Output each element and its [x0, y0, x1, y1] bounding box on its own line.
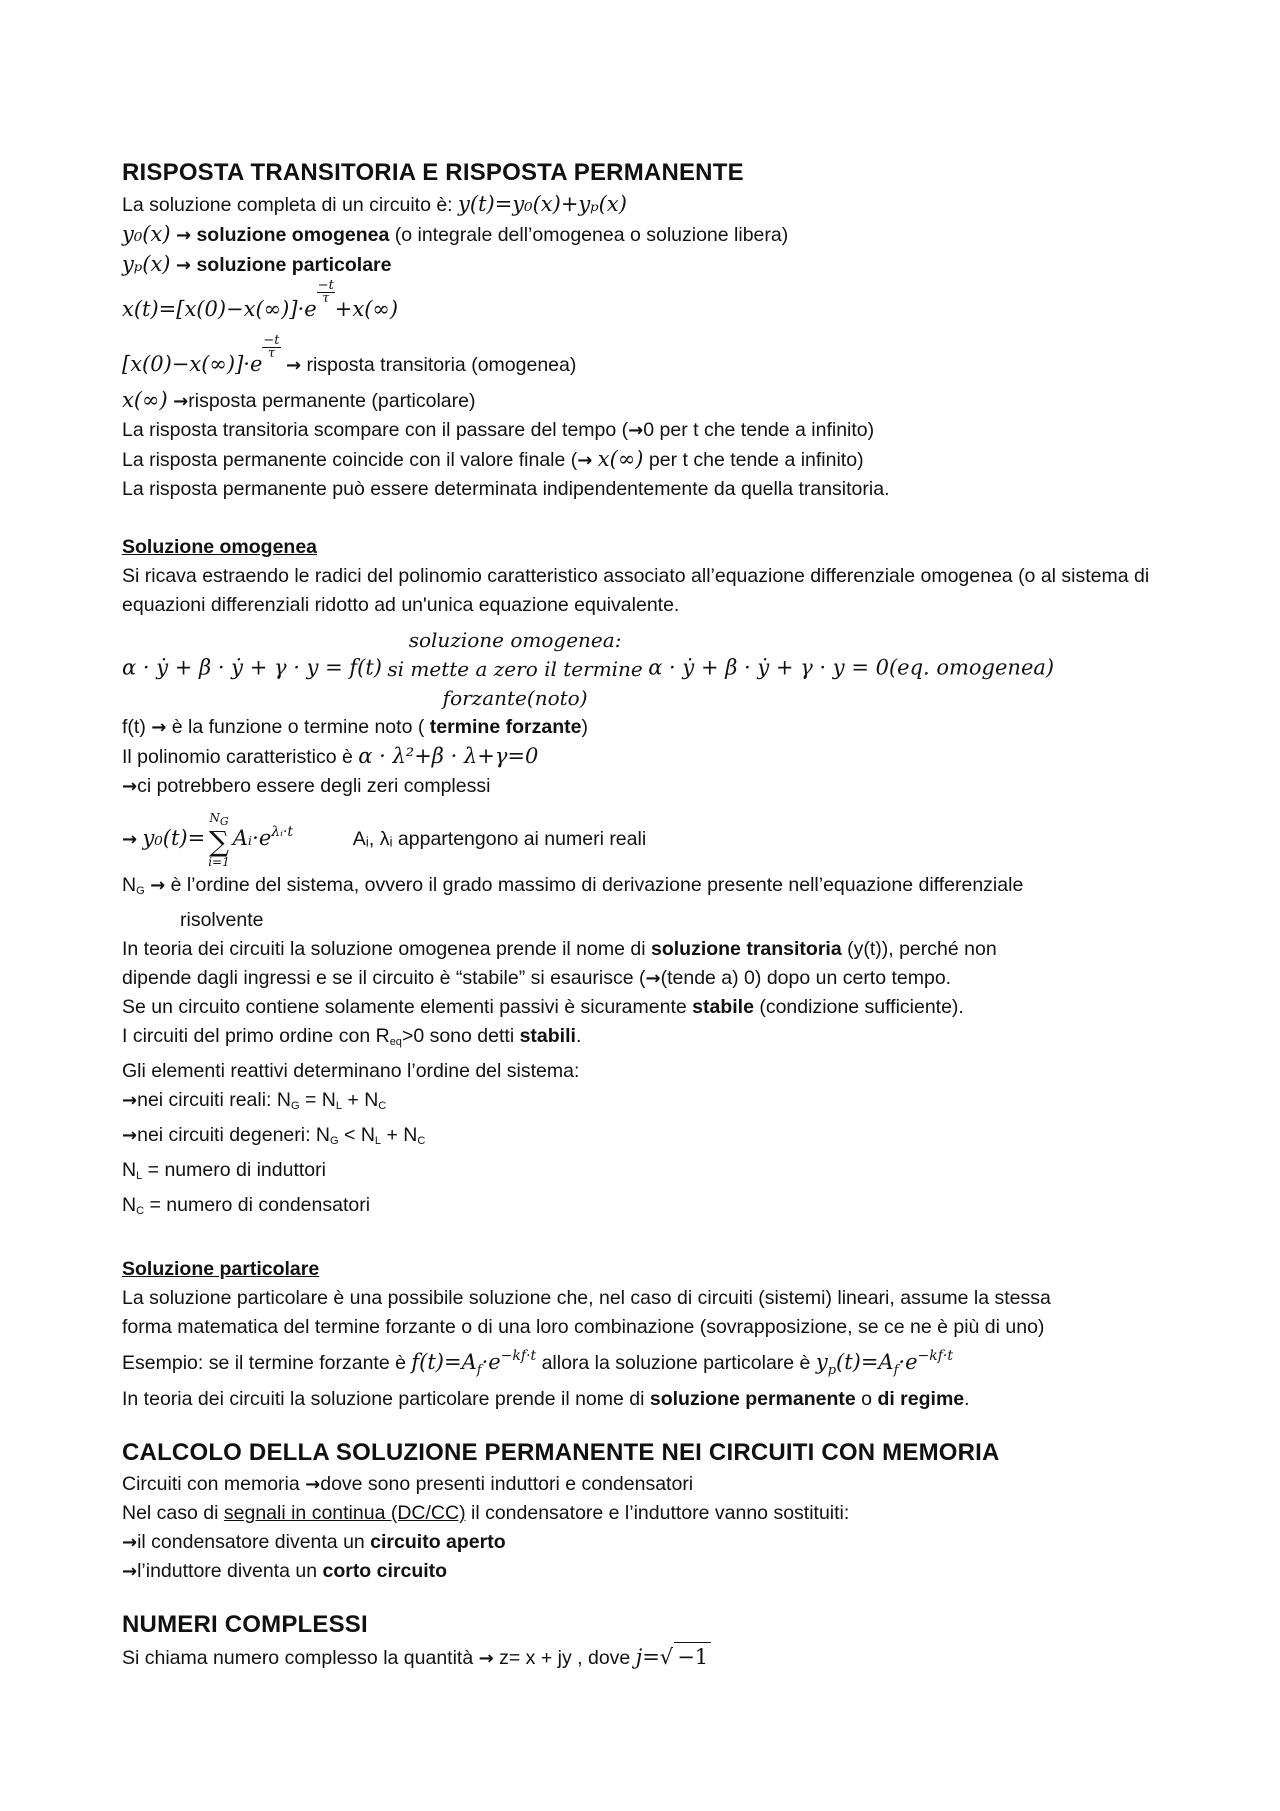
arrow-icon: →	[150, 875, 166, 896]
arrow-icon: →	[478, 1648, 494, 1669]
arrow-icon: →	[173, 391, 189, 412]
arrow-icon: →	[175, 255, 192, 276]
arrow-icon: →	[122, 776, 138, 797]
line-elementi-reattivi: Gli elementi reattivi determinano l’ordine del sistema:	[122, 1060, 580, 1082]
arrow-icon: →	[577, 450, 593, 471]
line-ft: f(t) → è la funzione o termine noto ( termine forzante)	[122, 716, 588, 738]
line-numero-complesso: Si chiama numero complesso la quantità → z= x + jy , dove j=√ −1	[122, 1642, 1162, 1673]
heading-calcolo-permanente: CALCOLO DELLA SOLUZIONE PERMANENTE NEI CIRCUITI CON MEMORIA	[122, 1439, 1000, 1466]
line-risposta-transitoria: [x(0)−x(∞)]·e $\frac{-t}{\tau}$ → risposta transitoria (omogenea)	[122, 333, 577, 376]
arrow-icon: →	[175, 225, 192, 246]
line-risolvente: risolvente	[180, 909, 264, 931]
formula-sommatoria: → y₀(t)= NG ∑ i=1 $Aᵢ\cdot e^{\lambda ᵢ\cdot t}$ Aᵢ, λᵢ appartengono ai numeri reali	[122, 810, 647, 869]
sigma-icon: ∑	[208, 824, 229, 858]
line-permanente-coincide: La risposta permanente coincide con il valore finale (→ x(∞) per t che tende a infinito)	[122, 447, 864, 471]
arrow-icon: →	[628, 420, 644, 441]
document-page	[122, 156, 1162, 1673]
line-yp: yₚ(x) → soluzione particolare	[122, 252, 392, 276]
line-risposta-permanente: x(∞) →risposta permanente (particolare)	[122, 388, 476, 412]
line-y0: y₀(x) → soluzione omogenea (o integrale dell’omogenea o soluzione libera)	[122, 222, 789, 246]
line-teoria-omogenea: In teoria dei circuiti la soluzione omogenea prende il nome di soluzione transitoria (y(t)), perché non	[122, 938, 997, 960]
line-soluzione-permanente: In teoria dei circuiti la soluzione particolare prende il nome di soluzione permanente o di regime.	[122, 1388, 970, 1410]
line-primo-ordine: I circuiti del primo ordine con Req>0 sono detti stabili.	[122, 1025, 582, 1048]
arrow-icon: →	[151, 717, 167, 738]
line-circuiti-degeneri: →nei circuiti degeneri: NG < NL + NC	[122, 1124, 426, 1147]
arrow-icon: →	[122, 829, 138, 850]
line-transitoria-scompare: La risposta transitoria scompare con il passare del tempo (→0 per t che tende a infinito)	[122, 419, 875, 441]
line-elementi-passivi: Se un circuito contiene solamente elementi passivi è sicuramente stabile (condizione sufficiente).	[122, 996, 964, 1018]
para-radici: Si ricava estraendo le radici del polinomio caratteristico associato all’equazione differenziale omogenea (o al sistema di equazioni differenziali ridotto ad un'unica equazione equivalente.	[122, 565, 1150, 616]
heading-numeri-complessi: NUMERI COMPLESSI	[122, 1611, 368, 1638]
sqrt-icon: √	[659, 1645, 674, 1669]
line-soluzione-completa: La soluzione completa di un circuito è: y(t)=y₀(x)+yₚ(x)	[122, 192, 627, 216]
line-circuiti-reali: →nei circuiti reali: NG = NL + NC	[122, 1089, 387, 1112]
arrow-icon: →	[122, 1125, 138, 1146]
line-esempio: Esempio: se il termine forzante è $f(t)=A_f\cdot e^{-kf\cdot t}$ allora la soluzione particolare è $y_p(t)=A_f\cdot e^{-kf\cdot t}$	[122, 1348, 954, 1378]
heading-risposta: RISPOSTA TRANSITORIA E RISPOSTA PERMANENTE	[122, 159, 744, 186]
line-circuiti-memoria: Circuiti con memoria →dove sono presenti induttori e condensatori	[122, 1473, 694, 1495]
para-particolare-1: La soluzione particolare è una possibile soluzione che, nel caso di circuiti (sistemi) lineari, assume la stessa	[122, 1287, 1051, 1309]
arrow-icon: →	[122, 1532, 138, 1553]
arrow-icon: →	[122, 1090, 138, 1111]
line-ng-ordine: NG → è l’ordine del sistema, ovvero il grado massimo di derivazione presente nell’equazione differenziale	[122, 874, 1024, 897]
heading-soluzione-particolare: Soluzione particolare	[122, 1258, 320, 1280]
formula-xt: x(t)=[x(0)−x(∞)]·e $\frac{-t}{\tau}$ +x(∞)	[122, 278, 399, 321]
formula-y-complete: y(t)=y₀(x)+yₚ(x)	[458, 192, 627, 216]
line-induttore: →l’induttore diventa un corto circuito	[122, 1560, 448, 1582]
line-condensatore: →il condensatore diventa un circuito aperto	[122, 1531, 506, 1553]
arrow-icon: →	[122, 1561, 138, 1582]
arrow-icon: →	[645, 968, 661, 989]
line-polinomio: Il polinomio caratteristico è α · λ²+β · λ+γ=0	[122, 744, 539, 768]
line-nl: NL = numero di induttori	[122, 1159, 326, 1182]
para-particolare-2: forma matematica del termine forzante o di una loro combinazione (sovrapposizione, se ce ne è più di uno)	[122, 1316, 1045, 1338]
line-dipende-ingressi: dipende dagli ingressi e se il circuito è “stabile” si esaurisce (→(tende a) 0) dopo un certo tempo.	[122, 967, 952, 989]
line-nc: NC = numero di condensatori	[122, 1194, 371, 1217]
arrow-icon: →	[285, 355, 302, 376]
formula-equazione-omogenea: α · ẏ + β · ẏ + γ · y = f(t) soluzione omogenea: si mette a zero il termine forzante(noto) α · ẏ + β · ẏ + γ · y = 0(eq. omogenea)	[122, 628, 1055, 710]
line-segnali-continua: Nel caso di segnali in continua (DC/CC) il condensatore e l’induttore vanno sostituiti:	[122, 1502, 850, 1524]
line-zeri-complessi: →ci potrebbero essere degli zeri complessi	[122, 775, 491, 797]
heading-soluzione-omogenea: Soluzione omogenea	[122, 536, 318, 558]
arrow-icon: →	[305, 1474, 321, 1495]
line-permanente-indipendente: La risposta permanente può essere determinata indipendentemente da quella transitoria.	[122, 478, 890, 500]
